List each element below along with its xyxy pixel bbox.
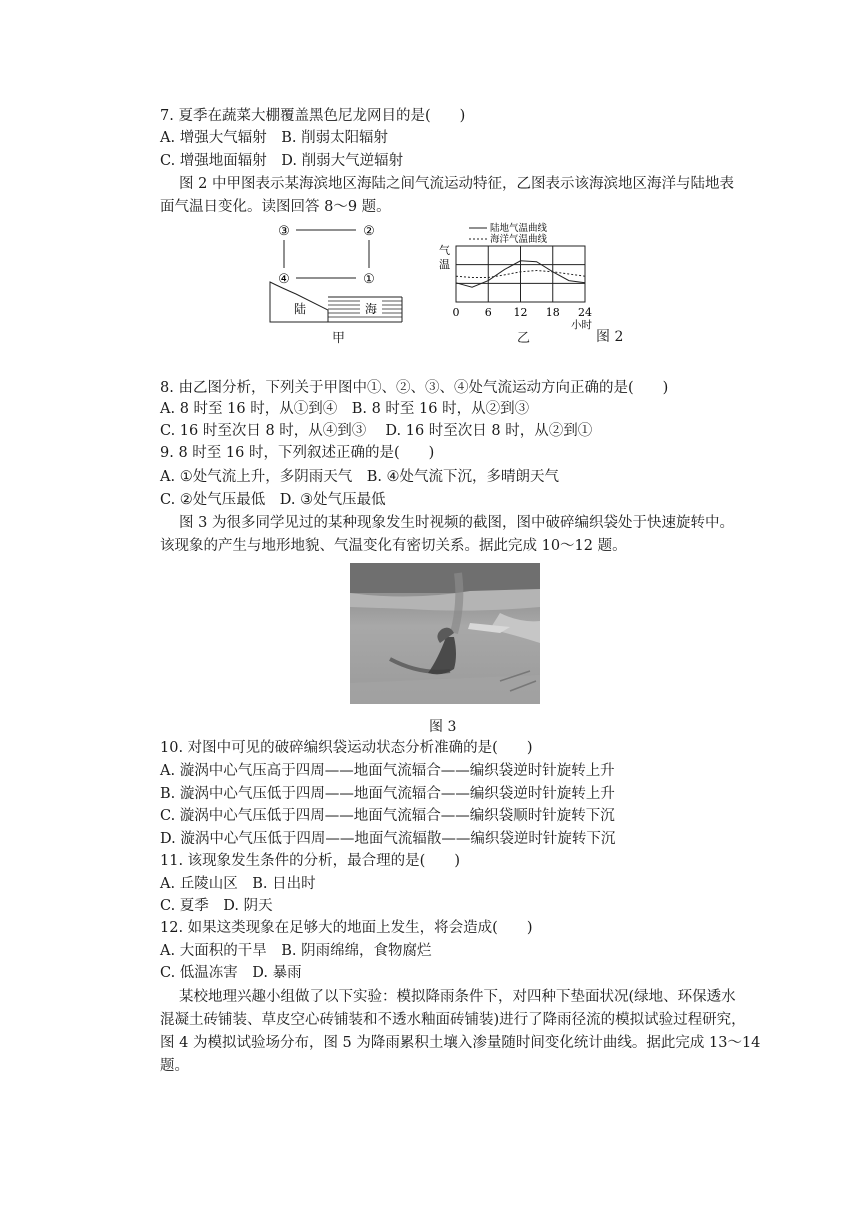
fig3-intro-line1: 图 3 为很多同学见过的某种现象发生时视频的截图，图中破碎编织袋处于快速旋转中。 bbox=[179, 515, 734, 531]
q10-option-c: C. 漩涡中心气压低于四周——地面气流辐合——编织袋顺时针旋转下沉 bbox=[160, 808, 615, 824]
q11-options-cd: C. 夏季 D. 阴天 bbox=[160, 898, 273, 914]
legend-sea: 海洋气温曲线 bbox=[490, 234, 548, 245]
x-tick-label: 12 bbox=[513, 306, 528, 319]
figure3-caption: 图 3 bbox=[429, 719, 457, 735]
q11-options-ab: A. 丘陵山区 B. 日出时 bbox=[160, 876, 316, 892]
point-4-label: ④ bbox=[278, 272, 290, 287]
q7-options-ab: A. 增强大气辐射 B. 削弱太阳辐射 bbox=[160, 130, 389, 146]
q9-options-ab: A. ①处气流上升，多阴雨天气 B. ④处气流下沉，多晴朗天气 bbox=[160, 469, 560, 485]
point-3-label: ③ bbox=[278, 224, 290, 239]
q8-options-ab: A. 8 时至 16 时，从①到④ B. 8 时至 16 时，从②到③ bbox=[160, 401, 530, 417]
fig3-intro-line2: 该现象的产生与地形地貌、气温变化有密切关系。据此完成 10～12 题。 bbox=[160, 538, 627, 554]
x-tick-label: 6 bbox=[484, 306, 492, 319]
q8-options-cd: C. 16 时至次日 8 时，从④到③ D. 16 时至次日 8 时，从②到① bbox=[160, 423, 593, 439]
q12-stem: 12. 如果这类现象在足够大的地面上发生，将会造成( ) bbox=[160, 920, 533, 936]
q7-options-cd: C. 增强地面辐射 D. 削弱大气逆辐射 bbox=[160, 153, 404, 169]
point-1-label: ① bbox=[363, 272, 375, 287]
x-unit-label: 小时 bbox=[571, 319, 592, 330]
x-tick-label: 24 bbox=[578, 306, 592, 319]
q7-stem: 7. 夏季在蔬菜大棚覆盖黑色尼龙网目的是( ) bbox=[160, 108, 466, 124]
fig45-intro-line4: 题。 bbox=[160, 1058, 189, 1074]
figure3-photo bbox=[350, 563, 540, 704]
q9-options-cd: C. ②处气压最低 D. ③处气压最低 bbox=[160, 492, 386, 508]
q10-option-a: A. 漩涡中心气压高于四周——地面气流辐合——编织袋逆时针旋转上升 bbox=[160, 763, 615, 779]
figure2-yi-caption: 乙 bbox=[517, 331, 531, 346]
q11-stem: 11. 该现象发生条件的分析，最合理的是( ) bbox=[160, 853, 460, 869]
q12-options-ab: A. 大面积的干旱 B. 阴雨绵绵，食物腐烂 bbox=[160, 943, 432, 959]
sea-label: 海 bbox=[364, 302, 378, 316]
x-tick-label: 18 bbox=[545, 306, 560, 319]
fig45-intro-line2: 混凝土砖铺装、草皮空心砖铺装和不透水釉面砖铺装)进行了降雨径流的模拟试验过程研究， bbox=[160, 1012, 746, 1028]
legend-land: 陆地气温曲线 bbox=[490, 223, 548, 234]
fig2-intro-line2: 面气温日变化。读图回答 8～9 题。 bbox=[160, 199, 391, 215]
q10-stem: 10. 对图中可见的破碎编织袋运动状态分析准确的是( ) bbox=[160, 740, 533, 756]
x-tick-label: 0 bbox=[452, 306, 460, 319]
figure2-title: 图 2 bbox=[596, 329, 624, 345]
fig2-intro-line1: 图 2 中甲图表示某海滨地区海陆之间气流运动特征，乙图表示该海滨地区海洋与陆地表 bbox=[179, 176, 734, 192]
fig45-intro-line1: 某校地理兴趣小组做了以下实验：模拟降雨条件下，对四种下垫面状况(绿地、环保透水 bbox=[179, 989, 736, 1005]
land-label: 陆 bbox=[293, 302, 307, 316]
ylabel-2: 温 bbox=[439, 258, 450, 271]
q8-stem: 8. 由乙图分析，下列关于甲图中①、②、③、④处气流运动方向正确的是( ) bbox=[160, 380, 669, 396]
q9-stem: 9. 8 时至 16 时，下列叙述正确的是( ) bbox=[160, 445, 435, 461]
fig45-intro-line3: 图 4 为模拟试验场分布，图 5 为降雨累积土壤入渗量随时间变化统计曲线。据此完成 13～14 bbox=[160, 1035, 761, 1051]
point-2-label: ② bbox=[363, 224, 375, 239]
ylabel-1: 气 bbox=[439, 244, 450, 257]
q10-option-d: D. 漩涡中心气压低于四周——地面气流辐散——编织袋逆时针旋转下沉 bbox=[160, 831, 616, 847]
figure2-yi-chart bbox=[435, 218, 600, 330]
q10-option-b: B. 漩涡中心气压低于四周——地面气流辐合——编织袋逆时针旋转上升 bbox=[160, 786, 615, 802]
figure2-jia-caption: 甲 bbox=[332, 331, 346, 346]
q12-options-cd: C. 低温冻害 D. 暴雨 bbox=[160, 965, 302, 981]
